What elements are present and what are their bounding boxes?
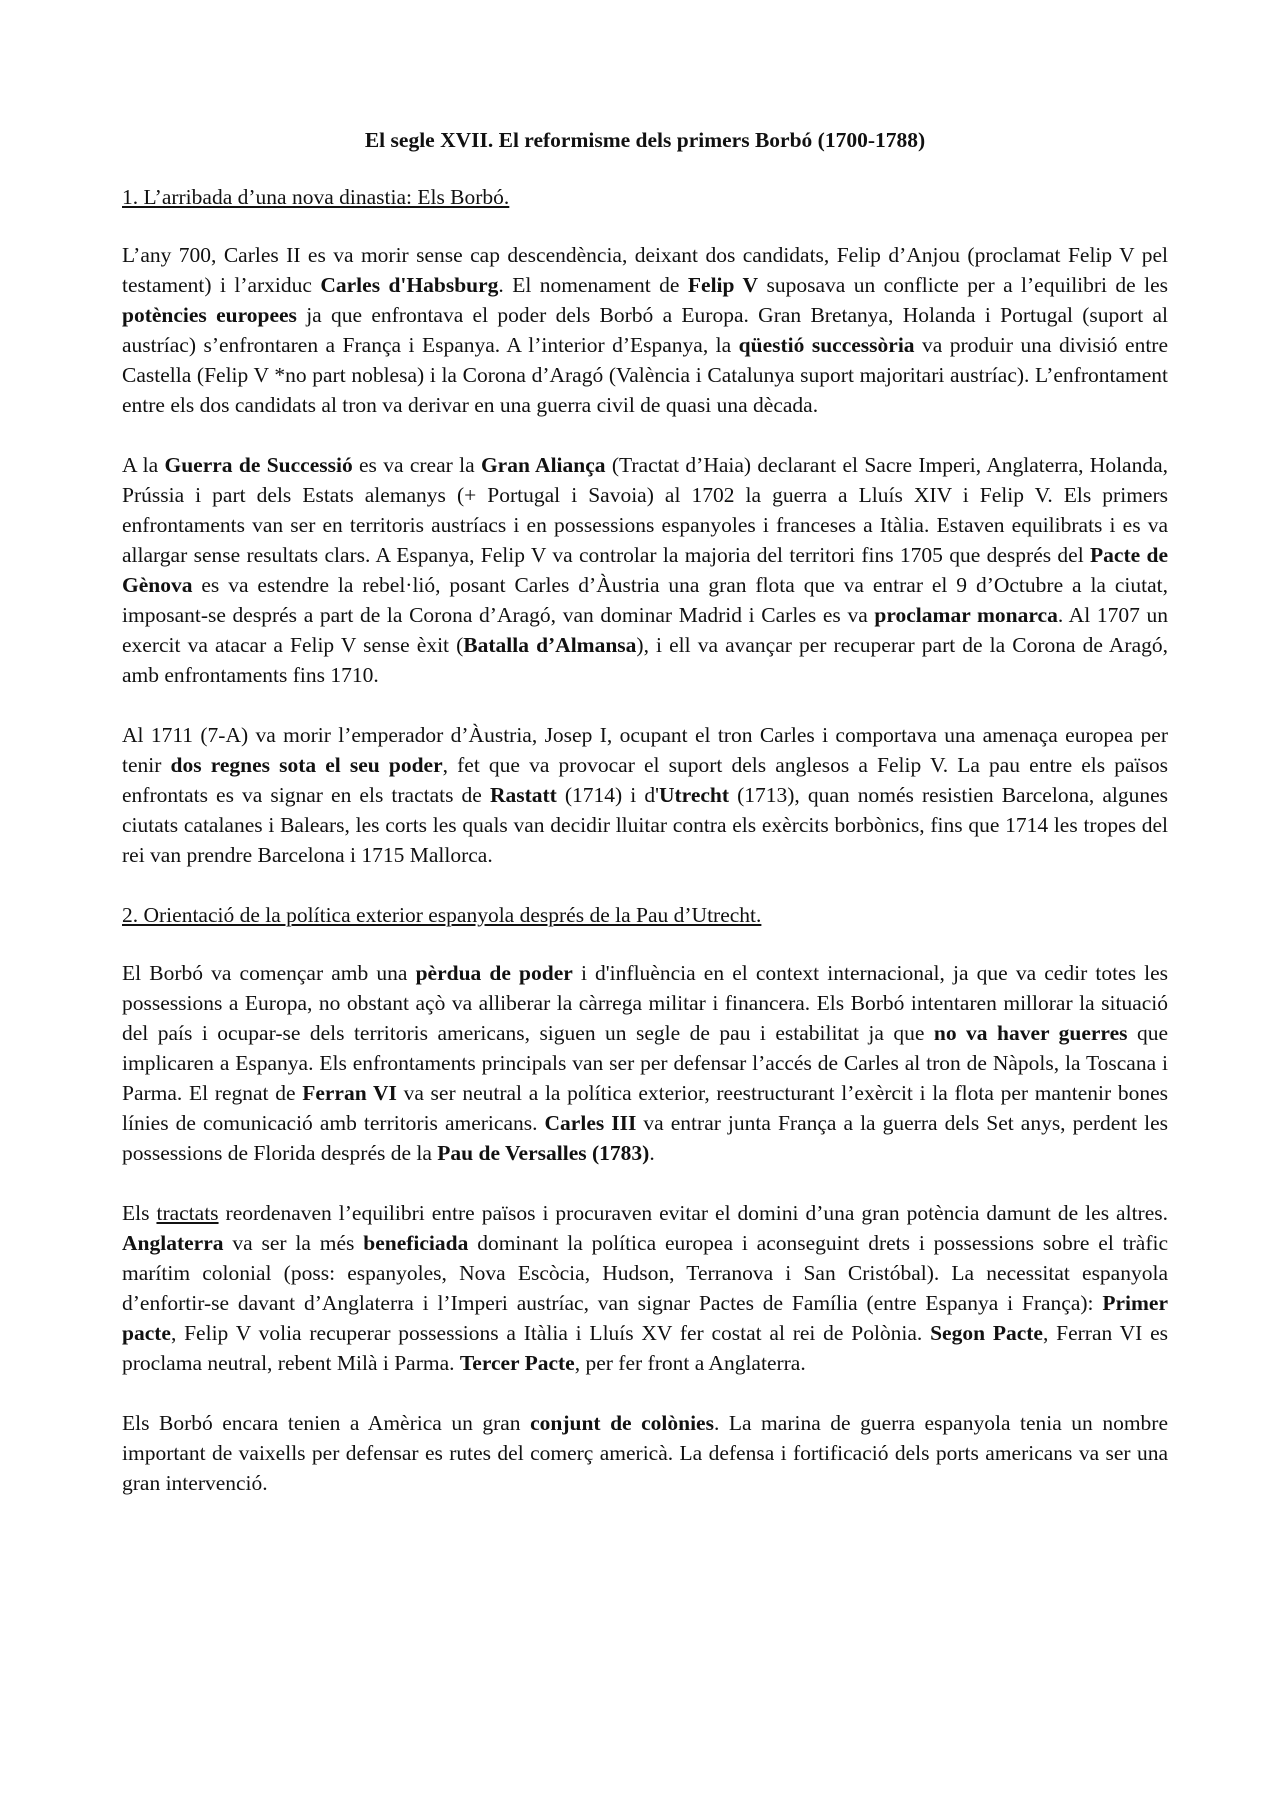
bold-term: Guerra de Successió <box>164 453 353 477</box>
bold-term: Gran Aliança <box>480 453 606 477</box>
paragraph <box>122 240 1168 420</box>
paragraph <box>122 720 1168 870</box>
text-run: (1714) i d' <box>556 783 659 807</box>
text-run: va ser la més <box>223 1231 364 1255</box>
section-heading: 1. L’arribada d’una nova dinastia: Els Borbó. <box>122 185 510 209</box>
text-run: dominant la política europea i aconseguint drets i possessions sobre el tràfic marítim colonial (poss: espanyoles, Nova Escòcia, Hudson, Terranova i San Cristóbal). La necessitat espanyola d’enfortir-se davant d’Anglaterra i l’Imperi austríac, van signar Pactes de Família (entre Espanya i França): <box>122 1231 1168 1315</box>
bold-term: conjunt de colònies <box>530 1411 714 1435</box>
document-title: El segle XVII. El reformisme dels primers Borbó (1700-1788) <box>364 128 926 152</box>
bold-term: dos regnes sota el seu poder <box>170 753 443 777</box>
text-run: que implicaren a Espanya. Els enfrontaments principals van ser per defensar l’accés de Carles al tron de Nàpols, la Toscana i Parma. El regnat de <box>122 1021 1169 1105</box>
text-run: ja que enfrontava el poder dels Borbó a Europa. Gran Bretanya, Holanda i Portugal (suport al austríac) s’enfrontaren a França i Espanya. A l’interior d’Espanya, la <box>122 303 1168 357</box>
text-run: va ser neutral a la política exterior, reestructurant l’exèrcit i la flota per mantenir bones línies de comunicació amb territoris americans. <box>122 1081 1168 1135</box>
bold-term: Pau de Versalles (1783) <box>437 1141 650 1165</box>
text-run: Els Borbó encara tenien a Amèrica un gran <box>122 1411 531 1435</box>
bold-term: Utrecht <box>658 783 730 807</box>
text-run: , Ferran VI es proclama neutral, rebent Milà i Parma. <box>122 1321 1168 1375</box>
section-1 <box>122 182 1168 870</box>
bold-term: no va haver guerres <box>933 1021 1128 1045</box>
paragraph <box>122 958 1168 1168</box>
bold-term: Primer pacte <box>122 1291 1168 1345</box>
document-page <box>122 125 1168 1528</box>
bold-term: Segon Pacte <box>930 1321 1043 1345</box>
section-2 <box>122 900 1168 1498</box>
paragraph <box>122 450 1168 690</box>
paragraph <box>122 1408 1168 1498</box>
text-run: , per fer front a Anglaterra. <box>574 1351 806 1375</box>
text-run: (Tractat d’Haia) declarant el Sacre Imperi, Anglaterra, Holanda, Prússia i part dels Estats alemanys (+ Portugal i Savoia) al 1702 la guerra a Lluís XIV i Felip V. Els primers enfrontaments van ser en territoris austríacs i en possessions espanyoles i franceses a Itàlia. Estaven equilibrats i es va allargar sense resultats clars. A Espanya, Felip V va controlar la majoria del territori fins 1705 que després del <box>122 453 1169 567</box>
bold-term: Batalla d’Almansa <box>463 633 637 657</box>
text-run: ), i ell va avançar per recuperar part de la Corona de Aragó, amb enfrontaments fins 1710. <box>122 633 1168 687</box>
paragraph <box>122 1198 1168 1378</box>
text-run: (1713), quan només resistien Barcelona, algunes ciutats catalanes i Balears, les corts les quals van decidir lluitar contra els exèrcits borbònics, fins que 1714 les tropes del rei van prendre Barcelona i 1715 Mallorca. <box>122 783 1168 867</box>
bold-term: beneficiada <box>363 1231 469 1255</box>
bold-term: Felip V <box>687 273 759 297</box>
bold-term: Anglaterra <box>122 1231 224 1255</box>
underlined-term: tractats <box>156 1201 219 1225</box>
text-run: El Borbó va començar amb una <box>122 961 416 985</box>
text-run: , fet que va provocar el suport dels anglesos a Felip V. La pau entre els països enfrontats es va signar en els tractats de <box>122 753 1168 807</box>
text-run: A la <box>122 453 165 477</box>
text-run: Al 1711 (7-A) va morir l’emperador d’Àustria, Josep I, ocupant el tron Carles i comportava una amenaça europea per tenir <box>122 723 1168 777</box>
bold-term: qüestió successòria <box>738 333 915 357</box>
bold-term: pèrdua de poder <box>415 961 573 985</box>
section-heading: 2. Orientació de la política exterior espanyola després de la Pau d’Utrecht. <box>122 903 762 927</box>
text-run: suposava un conflicte per a l’equilibri de les <box>758 273 1169 297</box>
bold-term: Ferran VI <box>302 1081 397 1105</box>
bold-term: potències europees <box>122 303 297 327</box>
bold-term: Rastatt <box>489 783 557 807</box>
text-run: . El nomenament de <box>498 273 688 297</box>
text-run: i d'influència en el context internacional, ja que va cedir totes les possessions a Europa, no obstant açò va alliberar la càrrega militar i financera. Els Borbó intentaren millorar la situació del país i ocupar-se dels territoris americans, siguen un segle de pau i estabilitat ja que <box>122 961 1168 1045</box>
text-run: . <box>649 1141 655 1165</box>
text-run: . Al 1707 un exercit va atacar a Felip V sense èxit ( <box>122 603 1168 657</box>
text-run: L’any 700, Carles II es va morir sense cap descendència, deixant dos candidats, Felip d’Anjou (proclamat Felip V pel testament) i l’arxiduc <box>122 243 1168 297</box>
bold-term: Carles III <box>544 1111 637 1135</box>
bold-term: Pacte de Gènova <box>122 543 1168 597</box>
text-run: es va estendre la rebel·lió, posant Carles d’Àustria una gran flota que va entrar el 9 d’Octubre a la ciutat, imposant-se després a part de la Corona d’Aragó, van dominar Madrid i Carles es va <box>122 573 1168 627</box>
bold-term: Tercer Pacte <box>459 1351 575 1375</box>
text-run: va entrar junta França a la guerra dels Set anys, perdent les possessions de Florida després de la <box>122 1111 1168 1165</box>
bold-term: Carles d'Habsburg <box>320 273 499 297</box>
text-run: , Felip V volia recuperar possessions a Itàlia i Lluís XV fer costat al rei de Polònia. <box>170 1321 931 1345</box>
text-run: es va crear la <box>352 453 481 477</box>
text-run: va produir una divisió entre Castella (Felip V *no part noblesa) i la Corona d’Aragó (València i Catalunya suport majoritari austríac). L’enfrontament entre els dos candidats al tron va derivar en una guerra civil de quasi una dècada. <box>122 333 1168 417</box>
text-run: reordenaven l’equilibri entre països i procuraven evitar el domini d’una gran potència damunt de les altres. <box>218 1201 1168 1225</box>
text-run: . La marina de guerra espanyola tenia un nombre important de vaixells per defensar es rutes del comerç americà. La defensa i fortificació dels ports americans va ser una gran intervenció. <box>122 1411 1169 1495</box>
text-run: Els <box>122 1201 157 1225</box>
bold-term: proclamar monarca <box>874 603 1058 627</box>
